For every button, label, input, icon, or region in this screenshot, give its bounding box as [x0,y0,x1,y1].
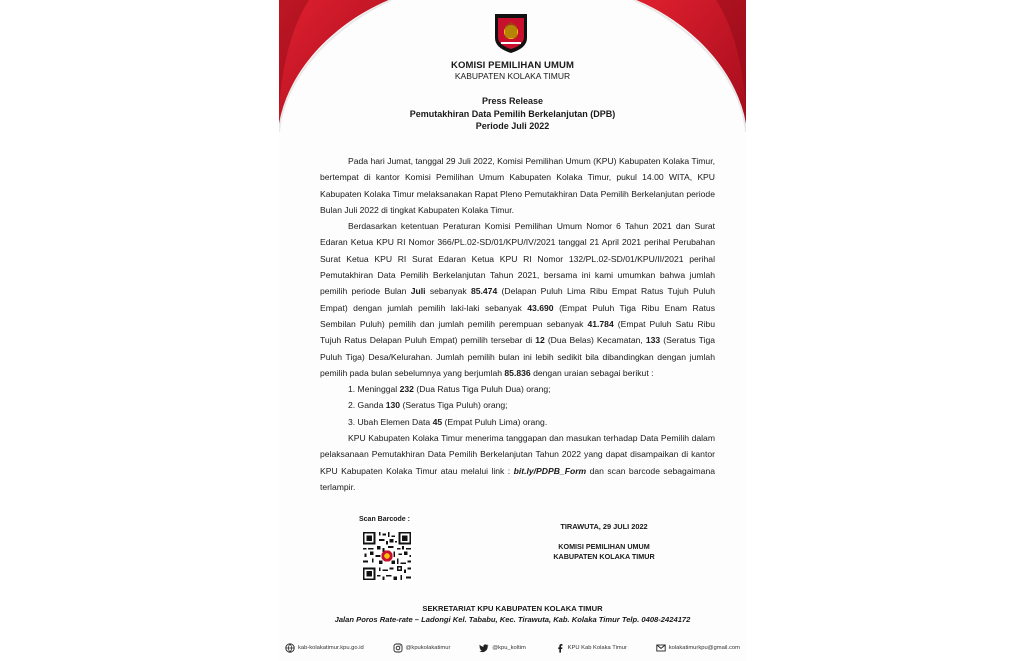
web-icon [285,643,295,653]
female-voters: 41.784 [587,318,614,329]
organization-header [279,60,746,81]
social-item-facebook[interactable] [555,643,627,653]
change-list [320,381,715,430]
org-name: KOMISI PEMILIHAN UMUM [451,60,574,71]
social-text: KPU Kab Kolaka Timur [567,645,627,651]
paragraph-1: Pada hari Jumat, tanggal 29 Juli 2022, Komisi Pemilihan Umum (KPU) Kabupaten Kolaka Timur, bertempat di kantor Komisi Pemilihan Umum Kabupaten Kolaka Timur, pukul 14.00 WITA, KPU Kabupaten Kolaka Timur melaksanakan Rapat Pleno Pemutakhiran Data Pemilih Berkelanjutan periode Bulan Juli 2022 di tingkat Kabupaten Kolaka Timur. [320,156,715,215]
social-links [285,641,740,655]
list-item: 2. Ganda 130 (Seratus Tiga Puluh) orang; [348,400,508,411]
press-release-subtitle: Pemutakhiran Data Pemilih Berkelanjutan (DPB) [409,108,616,119]
month: Juli [410,286,426,297]
paragraph-3: KPU Kabupaten Kolaka Timur menerima tanggapan dan masukan terhadap Data Pemilih dalam pelaksanaan Pemutakhiran Data Pemilih Berkelanjutan Tahun 2022 yang dapat disampaikan di kantor KPU Kabupaten Kolaka Timur atau melalui link : bit.ly/PDPB_Form dan scan barcode sebagaimana terlampir. [320,433,716,492]
footer-address: Jalan Poros Rate-rate – Ladongi Kel. Tababu, Kec. Tirawuta, Kab. Kolaka Timur Telp. 0408-2424172 [334,615,691,624]
list-item: 3. Ubah Elemen Data 45 (Empat Puluh Lima) orang. [348,416,548,427]
previous-total: 85.836 [504,367,531,378]
press-release-title: Press Release [481,96,544,106]
press-release-body [320,153,715,495]
social-item-email[interactable] [656,643,740,653]
social-text: @kpu_koltim [492,645,526,651]
facebook-icon [555,643,565,653]
social-item-instagram[interactable] [393,643,451,653]
list-item: 1. Meninggal 232 (Dua Ratus Tiga Puluh Dua) orang; [348,384,551,395]
press-release-period: Periode Juli 2022 [475,121,550,131]
social-item-web[interactable] [285,643,364,653]
village-count: 133 [645,335,661,346]
qr-code[interactable] [361,530,413,582]
social-text: @kpukolakatimur [405,645,451,651]
email-icon [656,643,666,653]
footer [279,604,746,626]
signature-line-2: KABUPATEN KOLAKA TIMUR [553,551,655,561]
form-link[interactable]: bit.ly/PDPB_Form [513,465,587,476]
district-count: 12 [535,335,545,346]
total-voters: 85.474 [470,286,498,297]
signature-line-1: KOMISI PEMILIHAN UMUM [558,542,650,551]
press-release-document [279,0,746,661]
male-voters: 43.690 [527,302,554,313]
social-text: kolakatimurkpu@gmail.com [668,645,740,651]
footer-secretariat: SEKRETARIAT KPU KABUPATEN KOLAKA TIMUR [422,604,603,613]
press-release-title-block [279,95,746,133]
org-region: KABUPATEN KOLAKA TIMUR [454,71,571,81]
kpu-logo-icon [493,12,529,54]
twitter-icon [479,643,489,653]
social-text: kab-kolakatimur.kpu.go.id [298,645,364,651]
social-item-twitter[interactable] [479,643,526,653]
paragraph-2: Berdasarkan ketentuan Peraturan Komisi Pemilihan Umum Nomor 6 Tahun 2021 dan Surat Edaran Ketua KPU RI Nomor 366/PL.02-SD/01/KPU/IV/2021 tanggal 21 April 2021 perihal Perubahan Surat Ketua KPU RI Surat Edaran Ketua KPU RI Nomor 132/PL.02-SD/01/KPU/II/2021 perihal Pemutakhiran Data Pemilih Berkelanjutan Tahun 2021, bersama ini kami umumkan bahwa jumlah pemilih periode Bulan Juli sebanyak 85.474 (Delapan Puluh Lima Ribu Empat Ratus Tujuh Puluh Empat) dengan jumlah pemilih laki-laki sebanyak 43.690 (Empat Puluh Tiga Ribu Enam Ratus Sembilan Puluh) pemilih dan jumlah pemilih perempuan sebanyak 41.784 (Empat Puluh Satu Ribu Tujuh Ratus Delapan Puluh Empat) pemilih tersebar di 12 (Dua Belas) Kecamatan, 133 (Seratus Tiga Puluh Tiga) Desa/Kelurahan. Jumlah pemilih bulan ini lebih sedikit bila dibandingkan dengan jumlah pemilih pada bulan sebelumnya yang berjumlah 85.836 dengan uraian sebagai berikut : [320,221,716,378]
signature-block [544,522,664,561]
signature-date: TIRAWUTA, 29 JULI 2022 [560,522,648,531]
instagram-icon [393,643,403,653]
scan-barcode-label: Scan Barcode : [359,516,410,523]
